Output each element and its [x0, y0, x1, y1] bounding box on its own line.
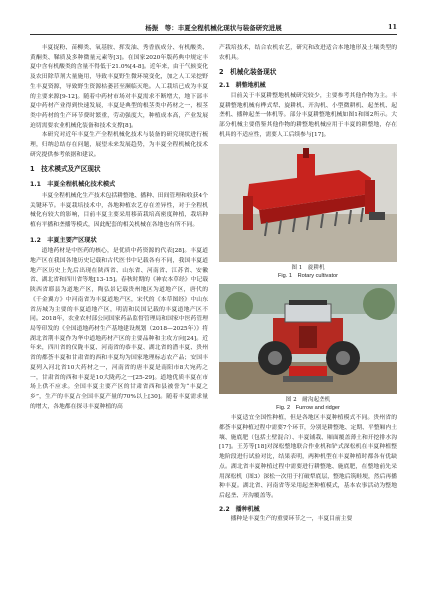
- paragraph: 丰夏捉粉、苗柳类、氧基胺、挥发油、秀香族成分、有机酸类、黄酮类、鞣质及多种微量元素等[3]。在国家2020年版药典中规定丰夏中含有机酸类的含量不得低于21.0%[4-8]。近年来，由于气候变化及农田除草剂大量施用，导致丰夏野生微环境变化，加之人工采挖野生丰夏资源，导致野生资源枯萎甚至濒临灭绝。人工栽培已成为丰夏的主要来源[9-12]。随着中药材市场对丰夏需求不断增大，地下部丰夏中药材产业得到快速发展，丰夏是典型的根茎类中药材之一，根茎类中药材的生产环节费时繁重，劳动强度大，种植成本高，产业发展迫切需要农业机械化装备和技术支撑[8]。: [30, 45, 208, 129]
- subsection-heading: 1.1 丰夏全程机械化技术模式: [30, 181, 116, 189]
- left-column: [30, 44, 208, 412]
- figure-1-caption-en: Fig. 1 Rotary cultivator: [278, 273, 338, 280]
- paragraph: 丰夏适宜全国性种植，但是各地区丰夏种植模式不同。贵州省的都荟丰夏种植过程中需要7个环节，分别是耕整地、定期、平整厢内土壤、施底肥（包括土壁混合）、丰夏铺栽、厢面覆盖薄土和开挖排水沟[17]。王芳等[18]对深松整地联合作业机和铲式深松机在丰夏种植整地阶段进行试验对比，结果表明，两种机型在丰夏种植时都各有优缺点。湖北省丰夏种植过程中需要进行耕整地、施底肥，在整地前先采用深松机（图3）深松一次用于打破犁底层，整地后筑畦埂，然后再播种丰夏。湖北省、河南省等采用起垄种植模式，基本农事活动为整地后起垄、开沟覆盖等。: [219, 415, 397, 499]
- figure-2-caption-zh: 图 2 耐沟起垄机: [285, 397, 331, 404]
- figure-1-caption-zh: 图 1 旋耕机: [291, 265, 325, 272]
- figure-2-caption: [219, 396, 397, 412]
- figure-1-caption: [219, 264, 397, 280]
- page-number: 11: [387, 23, 397, 31]
- rotary-cultivator-photo: [219, 144, 397, 262]
- subsection-heading: 1.2 丰夏主要产区现状: [30, 236, 97, 244]
- paragraph: 播种是丰夏生产的重要环节之一，丰夏目前主要: [230, 516, 353, 523]
- section-heading: 1 技术模式及产区现状: [30, 165, 101, 174]
- paragraph: 丰夏全程机械化生产技术包括耕整地、播种、田间管理和收获4个关键环节。丰夏栽培技术中，各地种植农艺存在差异性，对于全程机械化有较大的影响，目前丰夏主要采用移苗栽培高密度种植，栽培种植有平播和垄播等模式，因此配套的相关机械在各地也有所不同。: [30, 192, 208, 228]
- paragraph: 目前关于丰夏耕整地机械研究较少，主要参考其他作物为主。丰夏耕整地机械有桦式犁、旋耕机、开沟机、小型微耕机、起垄机、起垄机、播种起垄一体机等。部分丰夏耕整地机械如图1和图2所示。大部分机械主要借鉴其他作物的耕整地机械应用于丰夏的耕整地，存在机具的不适应性，需要人工后续参与[17]。: [219, 92, 397, 138]
- right-column: [219, 44, 397, 525]
- running-title: 杨振 等：丰夏全程机械化现状与装备研究进展: [145, 24, 282, 32]
- section-heading: 2 机械化装备现状: [219, 68, 277, 77]
- paragraph: 本研究对近年丰夏生产全程机械化技术与装备的研究现状进行梳理，归纳总结存在问题，展望未来发展趋势，为丰夏全程机械化技术研究提供参考依据和建议。: [30, 132, 208, 158]
- furrow-ridger-photo: [219, 284, 397, 394]
- subsection-heading: 2.1 耕整地机械: [219, 82, 266, 90]
- figure-2-caption-en: Fig. 2 Furrow and ridger: [276, 405, 340, 412]
- running-header: [30, 22, 397, 35]
- paragraph: 道地药材是中医药的核心，是优质中药资源的代表[28]。丰夏道地产区在我国各地历史记载和古代医书中记载各有不同，我国丰夏道地产区历史上先后出现在陕西省、山东省、河南省、江苏省、安徽省、湖北省和四川省等地[13-15]。春秋时期的《神农本草经》中记载陕西省耶县为道地产区，陶弘景记载贵州地区为道地产区，唐代的《千金翼方》中河南省为丰夏道地产区，宋代的《本草图经》中山东省历城为主要的丰夏道地产区，明清和民国记载的丰夏道地产区不同。2018年，农业农村部公同国家药品监督管理局和国家中医药管理局等印发的《全国道地药材生产基地建设规划（2018—2025年）》将湖北省荆丰夏作为华中道地药材产区的主要品种和主攻方向[24]。近年来，四川省的仪陇丰夏、河南省的恭丰夏、湖北省的潜丰夏、贵州省的都荟丰夏和甘肃省的西和丰夏均为国家地理标志农产品；安国丰夏列入河北省10大药材之一，河南省的唐丰夏是南阳市8大宛药之一，甘肃省的西和丰夏是10大陇药之一[25-29]。道地优质丰夏在市场上供不应求。全国丰夏主要产区的甘肃省西和县被誉为“丰夏之乡”，生产的丰夏占全国丰夏产量的70%以上[30]。随着丰夏需求量的增大，各地都在探寻丰夏种植的高: [30, 248, 208, 410]
- paragraph: 产栽培技术，结合农机农艺，研究和改进适合本地地形及土壤类型的农机具。: [219, 45, 397, 61]
- subsection-heading: 2.2 播种机械: [219, 505, 260, 513]
